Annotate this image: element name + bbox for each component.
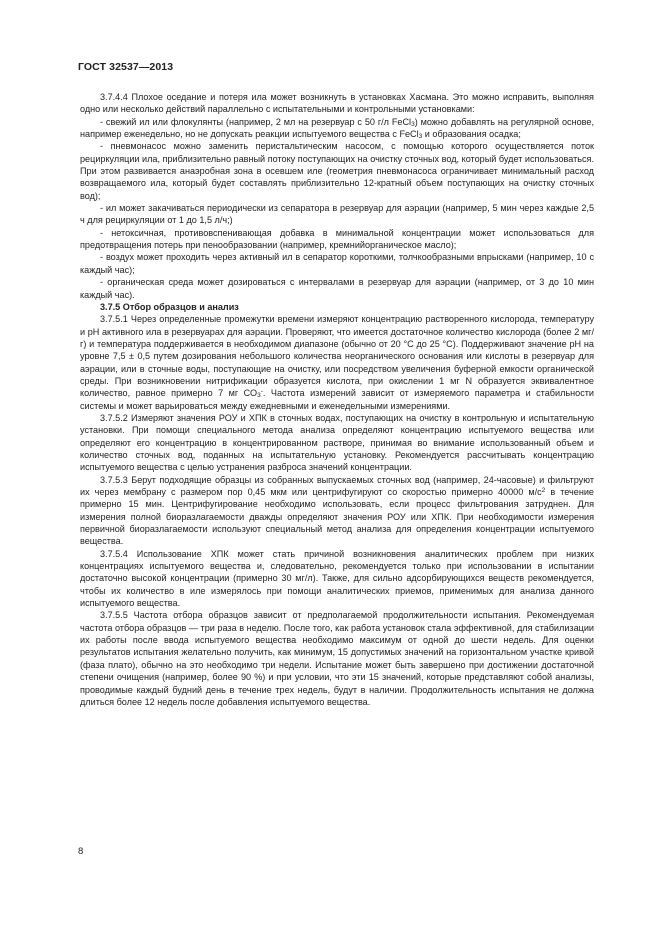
text-run: 3.7.4.4 Плохое оседание и потеря ила может возникнуть в установках Хасмана. Это можно исправить, выполняя одно или несколько действий параллельно с испытательными и контрольными установками: [80, 92, 594, 115]
paragraph [80, 251, 594, 276]
paragraph [80, 548, 594, 610]
subscript: 3 [257, 392, 261, 400]
paragraph [80, 313, 594, 412]
text-run: 3.7.5.2 Измеряют значения РОУ и ХПК в сточных водах, поступающих на очистку в контрольную и испытательную установки. При помощи специального метода анализа определяют концентрацию испытуемого вещества или определяют его концентрацию в концентрированном растворе, принимая во внимание использованный объем и количество сточных вод, поданных на испытательную установку. Рекомендуется рассчитывать концентрацию испытуемого вещества с целью устранения разброса значений концентрации. [80, 412, 594, 473]
paragraph [80, 202, 594, 227]
text-run: - свежий ил или флокулянты (например, 2 мл на резервуар с 50 г/л FeCl [100, 116, 412, 127]
paragraph [80, 474, 594, 548]
text-run: . Частота измерений зависит от измеряемого параметра и стабильности системы и может варьироваться между ежедневными и еженедельными измерениями. [80, 388, 594, 411]
paragraph [80, 116, 594, 141]
text-run: 3.7.5 Отбор образцов и анализ [100, 301, 239, 312]
page-number: 8 [78, 846, 84, 857]
paragraph [80, 91, 594, 116]
subscript: 3 [418, 133, 423, 141]
text-run: и образования осадка; [422, 129, 521, 140]
text-run: 3.7.5.5 Частота отбора образцов зависит от предполагаемой продолжительности испытания. Рекомендуемая частота отбора образцов — три раза в неделю. После того, как работа установок стала эффективной, для стабилизации их работы после ввода испытуемого вещества необходимо максимум от одной до шести недель. Для оценки результатов испытания желательно получить, как минимум, 15 допустимых значений на горизонтальном участке кривой (фаза плато), обычно на это необходимо три недели. Испытание может быть завершено при достижении достаточной степени очищения (например, более 90 %) и при условии, что эти 15 значений, которые представляют собой анализы, проводимые каждый будний день в течение трех недель, будут в наличии. Продолжительность испытания не должна длиться более 12 недель после добавления испытуемого вещества. [80, 610, 594, 707]
text-run: в течение примерно 15 мин. Центрифугирование необходимо использовать, если процесс фильтрования затруднен. Для измерения полной биоразлагаемости дважды определяют значения РОУ или ХПК. При необходимости измерения первичной биоразлагаемости используют специальный метод анализа для определения концентрации испытуемого вещества. [80, 487, 594, 547]
superscript: 2 [541, 487, 546, 494]
paragraph [80, 412, 594, 474]
document-body [80, 91, 594, 708]
paragraph [80, 609, 594, 708]
subscript: 3 [411, 120, 415, 128]
paragraph [80, 227, 594, 252]
document-header: ГОСТ 32537—2013 [78, 61, 174, 73]
section-heading [80, 301, 594, 313]
text-run: 3.7.5.3 Берут подходящие образцы из собранных выпускаемых сточных вод (например, 24-часовые) и фильтруют их через мембрану с размером пор 0,45 мкм или центрифугируют со скоростью примерно 40000 м/с [80, 474, 594, 497]
text-run: - ил может закачиваться периодически из сепаратора в резервуар для аэрации (например, 5 мин через каждые 2,5 ч для рециркуляции от 1 до 1,5 л/ч;) [80, 203, 594, 226]
superscript: - [260, 388, 263, 396]
text-run: - воздух может проходить через активный ил в сепаратор короткими, толчкообразными впрысками (например, 10 с каждый час); [80, 252, 594, 275]
paragraph [80, 140, 594, 202]
text-run: - нетоксичная, противовспенивающая добавка в минимальной концентрации может использоваться для предотвращения потерь при пенообразовании (например, кремнийорганическое масло); [80, 227, 594, 251]
paragraph [80, 276, 594, 301]
text-run: ) можно добавлять на регулярной основе, например еженедельно, но не допускать реакции испытуемого вещества с FeCl [80, 116, 594, 140]
text-run: - органическая среда может дозироваться с интервалами в резервуар для аэрации (например, от 3 до 10 мин каждый час). [80, 277, 594, 300]
text-run: 3.7.5.4 Использование ХПК может стать причиной возникновения аналитических проблем при низких концентрациях испытуемого вещества и, следовательно, рекомендуется только при использовании в испытании достаточно высокой концентрации (примерно 30 мг/л). Также, для сильно адсорбирующихся веществ рекомендуется, чтобы их количество в иле измерялось при помощи аналитических приемов, применимых для анализа данного испытуемого вещества. [80, 548, 594, 609]
text-run: 3.7.5.1 Через определенные промежутки времени измеряют концентрацию растворенного кислорода, температуру и рН активного ила в резервуарах для аэрации. Проверяют, что имеется достаточное количество кислорода (более 2 мг/г) и температура поддерживается в необходимом диапазоне (обычно от 20 °С до 25 °С). Поддерживают значение рН на уровне 7,5 ± 0,5 путем дозирования небольшого количества неорганического основания или кислоты в резервуар для аэрации, или в сточные воды, поступающие на очистку, или посредством увеличения буферной емкости органической среды. При возникновении нитрификации образуется кислота, при окислении 1 мг N образуется эквивалентное количество, равное примерно 7 мг СО [80, 314, 594, 399]
text-run: - пневмонасос можно заменить перистальтическим насосом, с помощью которого осуществляется поток рециркуляции ила, приблизительно равный потоку поступающих на очистку сточных вод, который будет использоваться. При этом развивается анаэробная зона в осевшем иле (геометрия пневмонасоса ограничивает минимальный расход возвращаемого ила, который будет составлять приблизительно 12-кратный объем поступающих на очистку сточных вод); [80, 141, 594, 201]
